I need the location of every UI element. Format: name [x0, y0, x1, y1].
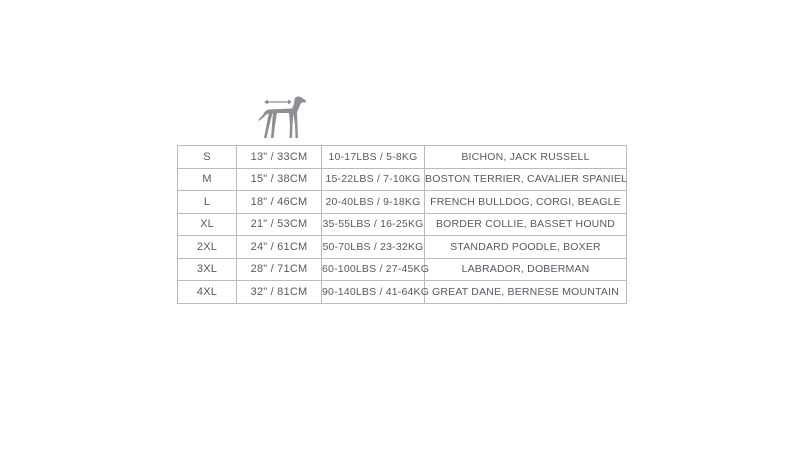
length-cell: 32" / 81CM — [237, 281, 322, 304]
weight-cell: 90-140LBS / 41-64KG — [322, 281, 425, 304]
table-row — [178, 191, 627, 214]
length-cell: 28" / 71CM — [237, 258, 322, 281]
breeds-cell: BORDER COLLIE, BASSET HOUND — [425, 213, 627, 236]
size-chart-table — [177, 145, 627, 304]
table-row — [178, 213, 627, 236]
table-row — [178, 281, 627, 304]
double-arrow-icon — [264, 100, 292, 105]
weight-cell: 20-40LBS / 9-18KG — [322, 191, 425, 214]
length-cell: 21" / 53CM — [237, 213, 322, 236]
length-cell: 18" / 46CM — [237, 191, 322, 214]
size-cell: S — [178, 146, 237, 169]
length-cell: 13" / 33CM — [237, 146, 322, 169]
weight-cell: 15-22LBS / 7-10KG — [322, 168, 425, 191]
size-cell: 2XL — [178, 236, 237, 259]
dog-measurement-icon — [254, 94, 312, 140]
table-row — [178, 146, 627, 169]
breeds-cell: FRENCH BULLDOG, CORGI, BEAGLE — [425, 191, 627, 214]
size-cell: XL — [178, 213, 237, 236]
table-row — [178, 236, 627, 259]
size-cell: L — [178, 191, 237, 214]
breeds-cell: BOSTON TERRIER, CAVALIER SPANIEL — [425, 168, 627, 191]
breeds-cell: STANDARD POODLE, BOXER — [425, 236, 627, 259]
breeds-cell: BICHON, JACK RUSSELL — [425, 146, 627, 169]
breeds-cell: GREAT DANE, BERNESE MOUNTAIN — [425, 281, 627, 304]
weight-cell: 60-100LBS / 27-45KG — [322, 258, 425, 281]
table-row — [178, 258, 627, 281]
size-cell: 3XL — [178, 258, 237, 281]
size-cell: M — [178, 168, 237, 191]
length-cell: 24" / 61CM — [237, 236, 322, 259]
weight-cell: 50-70LBS / 23-32KG — [322, 236, 425, 259]
weight-cell: 10-17LBS / 5-8KG — [322, 146, 425, 169]
length-cell: 15" / 38CM — [237, 168, 322, 191]
breeds-cell: LABRADOR, DOBERMAN — [425, 258, 627, 281]
table-row — [178, 168, 627, 191]
size-cell: 4XL — [178, 281, 237, 304]
weight-cell: 35-55LBS / 16-25KG — [322, 213, 425, 236]
